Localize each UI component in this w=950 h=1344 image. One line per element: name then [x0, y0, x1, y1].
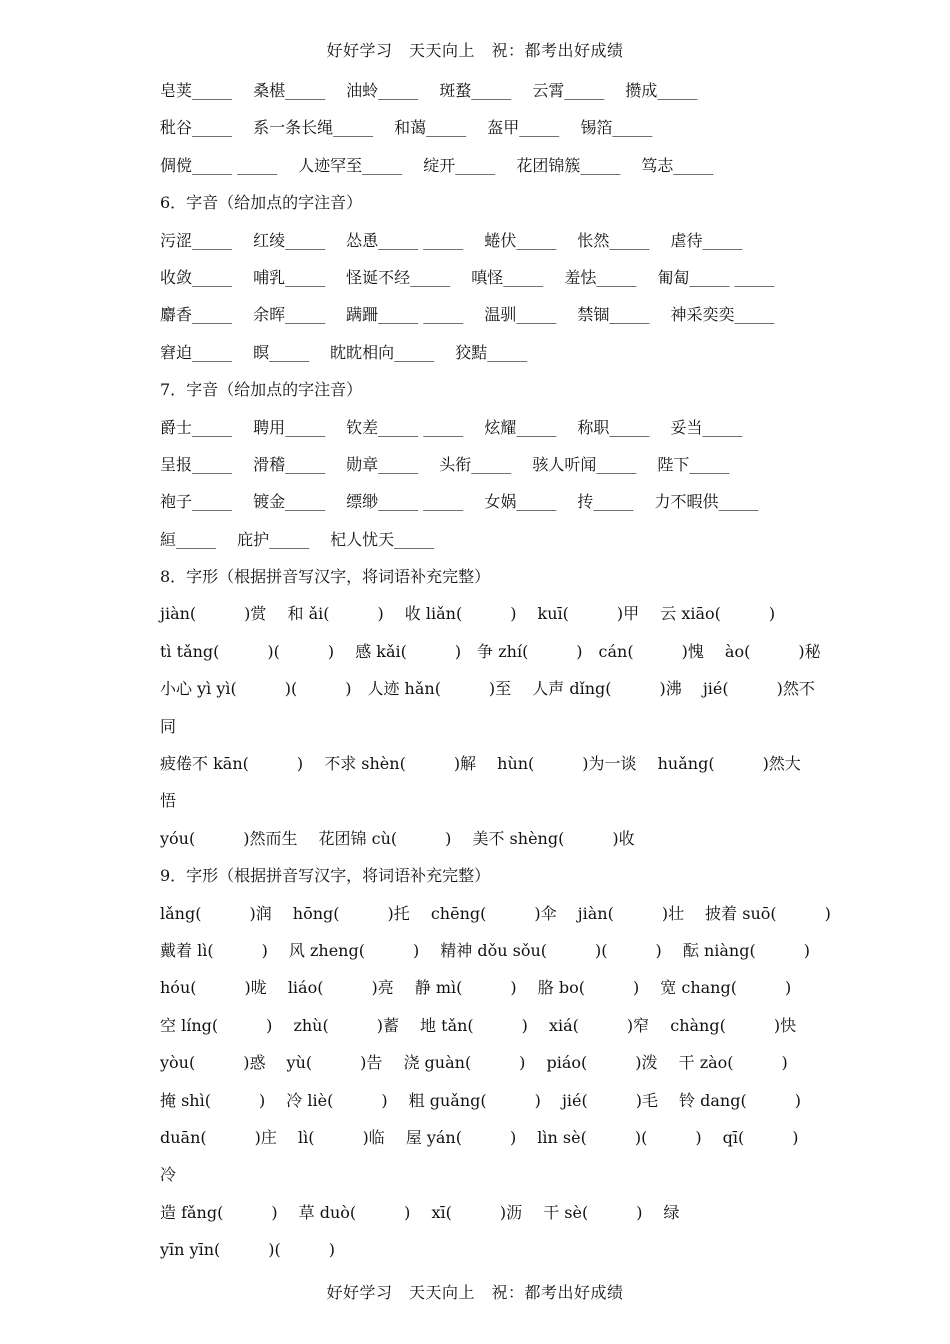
text-line: 同: [160, 716, 177, 736]
text-line: 悟: [160, 791, 177, 811]
text-line: 袍子_____ 镀金_____ 缥缈_____ _____ 女娲_____ 抟_____ 力不暇供_____: [160, 492, 759, 512]
section-heading: 6．字音（给加点的字注音）: [160, 193, 363, 213]
section-heading: 7．字音（给加点的字注音）: [160, 380, 363, 400]
text-line: 冷: [160, 1165, 177, 1185]
worksheet-body: [160, 78, 831, 1275]
text-line: 污涩_____ 红绫_____ 怂恿_____ _____ 蜷伏_____ 怅然_____ 虐待_____: [160, 230, 743, 250]
text-line: jiàn( )赏 和 ǎi( ) 收 liǎn( ) kuī( )甲 云 xiāo( ): [160, 604, 776, 624]
text-line: 小心 yì yì( )( ) 人迹 hǎn( )至 人声 dǐng( )沸 jié( )然不: [160, 679, 815, 699]
text-line: 絙_____ 庇护_____ 杞人忧天_____: [160, 529, 435, 549]
text-line: 疲倦不 kān( ) 不求 shèn( )解 hùn( )为一谈 huǎng( )然大: [160, 754, 801, 774]
text-line: yīn yīn( )( ): [160, 1240, 335, 1260]
text-line: 戴着 lì( ) 风 zheng( ) 精神 dǒu sǒu( )( ) 酝 niàng( ): [160, 940, 810, 960]
text-line: 收敛_____ 哺乳_____ 怪诞不经_____ 嗔怪_____ 羞怯_____ 匍匐_____ _____: [160, 267, 775, 287]
text-line: duān( )庄 lì( )临 屋 yán( ) lìn sè( )( ) qī( ): [160, 1127, 799, 1147]
text-line: yòu( )惑 yù( )告 浇 guàn( ) piáo( )泼 干 zào( ): [160, 1053, 788, 1073]
text-line: 造 fǎng( ) 草 duò( ) xī( )沥 干 sè( ) 绿: [160, 1202, 680, 1222]
text-line: 空 líng( ) zhù( )蓄 地 tǎn( ) xiá( )窄 chàng( )快: [160, 1015, 797, 1035]
text-line: yóu( )然而生 花团锦 cù( ) 美不 shèng( )收: [160, 828, 635, 848]
section-heading: 9．字形（根据拼音写汉字，将词语补充完整）: [160, 866, 491, 886]
text-line: 皂荚_____ 桑椹_____ 油蛉_____ 斑蝥_____ 云霄_____ 攒成_____: [160, 81, 698, 100]
page-header: 好好学习 天天向上 祝：都考出好成绩: [326, 41, 624, 60]
text-line: 呈报_____ 滑稽_____ 勋章_____ 头衔_____ 骇人听闻_____ 陛下_____: [160, 454, 730, 474]
text-line: 秕谷_____ 系一条长绳_____ 和蔼_____ 盔甲_____ 锡箔_____: [160, 118, 653, 138]
page-footer: 好好学习 天天向上 祝：都考出好成绩: [326, 1283, 624, 1302]
text-line: 窘迫_____ 瞑_____ 眈眈相向_____ 狡黠_____: [160, 342, 528, 362]
section-heading: 8．字形（根据拼音写汉字，将词语补充完整）: [160, 567, 491, 587]
text-line: 倜傥_____ _____ 人迹罕至_____ 绽开_____ 花团锦簇_____ 笃志_____: [160, 155, 714, 175]
text-line: 掩 shì( ) 冷 liè( ) 粗 guǎng( ) jié( )毛 铃 dang( ): [160, 1090, 801, 1110]
text-line: 爵士_____ 聘用_____ 钦差_____ _____ 炫耀_____ 称职_____ 妥当_____: [160, 417, 743, 437]
text-line: hóu( )咙 liáo( )亮 静 mì( ) 胳 bo( ) 宽 chang( ): [160, 978, 792, 998]
text-line: 麝香_____ 余晖_____ 蹒跚_____ _____ 温驯_____ 禁锢_____ 神采奕奕_____: [160, 305, 775, 325]
text-line: lǎng( )润 hōng( )托 chēng( )伞 jiàn( )壮 披着 suō( ): [160, 903, 831, 923]
text-line: tì tǎng( )( ) 感 kǎi( ) 争 zhí( ) cán( )愧 ào( )秘: [160, 641, 821, 661]
